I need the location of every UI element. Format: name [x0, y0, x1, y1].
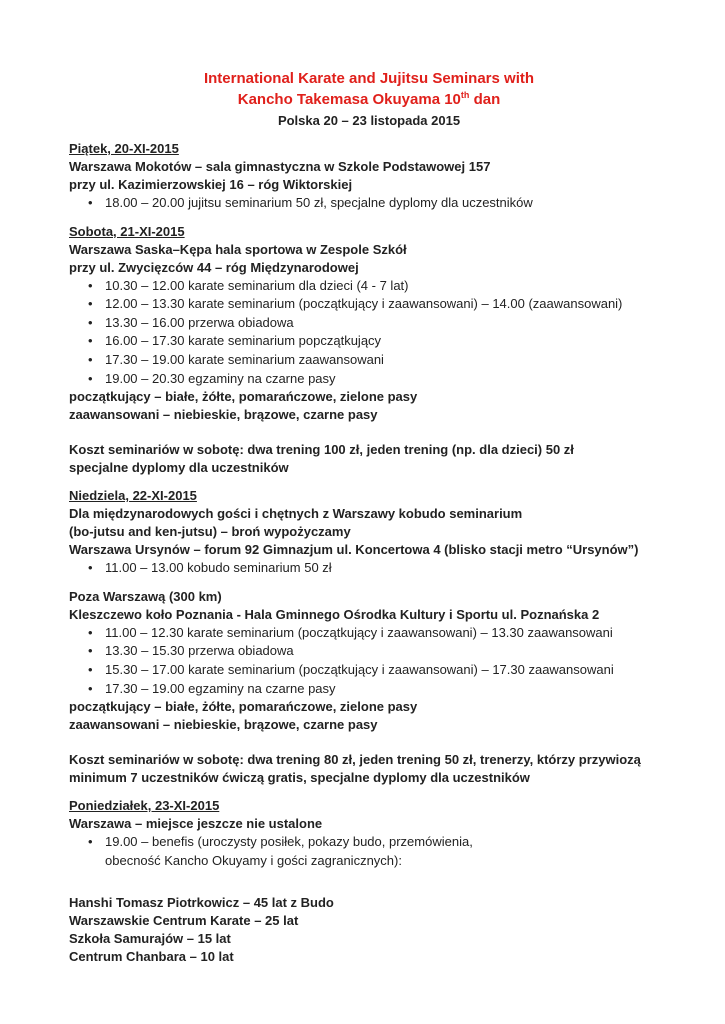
list-item: • 19.00 – 20.30 egzaminy na czarne pasy — [105, 370, 669, 389]
signature-line: Warszawskie Centrum Karate – 25 lat — [69, 913, 299, 929]
saturday-belts-beginners: początkujący – białe, żółte, pomarańczowe, zielone pasy — [69, 389, 418, 405]
monday-venue: Warszawa – miejsce jeszcze nie ustalone — [69, 816, 323, 832]
outside-belts-advanced: zaawansowani – niebieskie, brązowe, czarne pasy — [69, 717, 378, 733]
monday-schedule — [69, 833, 669, 870]
list-item: • 10.30 – 12.00 karate seminarium dla dzieci (4 - 7 lat) — [105, 277, 669, 296]
saturday-venue-2: przy ul. Zwycięzców 44 – róg Międzynarodowej — [69, 259, 359, 275]
title-line-1: International Karate and Jujitsu Seminars with — [203, 70, 535, 87]
outside-schedule — [69, 624, 669, 698]
saturday-date: Sobota, 21-XI-2015 — [69, 223, 185, 239]
friday-venue-2: przy ul. Kazimierzowskiej 16 – róg Wiktorskiej — [69, 177, 353, 192]
friday-date: Piątek, 20-XI-2015 — [69, 141, 179, 156]
title-superscript: th — [460, 90, 470, 100]
signature-line: Szkoła Samurajów – 15 lat — [69, 931, 231, 947]
saturday-schedule — [69, 277, 669, 389]
outside-cost-1: Koszt seminariów w sobotę: dwa trening 80 zł, jeden trening 50 zł, trenerzy, którzy przywiozą — [69, 752, 641, 768]
list-item: • 11.00 – 12.30 karate seminarium (początkujący i zaawansowani) – 13.30 zaawansowani — [105, 624, 669, 643]
signatures — [69, 894, 669, 966]
list-item: • 17.30 – 19.00 egzaminy na czarne pasy — [105, 680, 669, 699]
friday-venue-1: Warszawa Mokotów – sala gimnastyczna w Szkole Podstawowej 157 — [69, 159, 491, 174]
outside-venue: Kleszczewo koło Poznania - Hala Gminnego Ośrodka Kultury i Sportu ul. Poznańska 2 — [69, 606, 600, 622]
list-item: • 13.30 – 15.30 przerwa obiadowa — [105, 642, 669, 661]
list-item: • 12.00 – 13.30 karate seminarium (początkujący i zaawansowani) – 14.00 (zaawansowani) — [105, 295, 669, 314]
sunday-date: Niedziela, 22-XI-2015 — [69, 488, 197, 504]
signature-line: Hanshi Tomasz Piotrkowicz – 45 lat z Budo — [69, 895, 334, 911]
list-item: • 15.30 – 17.00 karate seminarium (początkujący i zaawansowani) – 17.30 zaawansowani — [105, 661, 669, 680]
sunday-line-3: Warszawa Ursynów – forum 92 Gimnazjum ul. Koncertowa 4 (blisko stacji metro “Ursynów”) — [69, 542, 639, 558]
sunday-line-1: Dla międzynarodowych gości i chętnych z Warszawy kobudo seminarium — [69, 506, 523, 522]
title-rank: dan — [469, 91, 501, 108]
list-item: • 18.00 – 20.00 jujitsu seminarium 50 zł, specjalne dyplomy dla uczestników — [105, 194, 669, 213]
list-item: • 16.00 – 17.30 karate seminarium popczątkujący — [105, 332, 669, 351]
document-subtitle: Polska 20 – 23 listopada 2015 — [277, 113, 461, 128]
signature-line: Centrum Chanbara – 10 lat — [69, 949, 234, 965]
sunday-line-2: (bo-jutsu and ken-jutsu) – broń wypożyczamy — [69, 524, 351, 540]
list-item: • 11.00 – 13.00 kobudo seminarium 50 zł — [105, 559, 669, 578]
list-item: • 17.30 – 19.00 karate seminarium zaawansowani — [105, 351, 669, 370]
sunday-schedule — [69, 559, 669, 578]
saturday-belts-advanced: zaawansowani – niebieskie, brązowe, czarne pasy — [69, 407, 378, 423]
monday-date: Poniedziałek, 23-XI-2015 — [69, 798, 220, 814]
outside-belts-beginners: początkujący – białe, żółte, pomarańczowe, zielone pasy — [69, 699, 418, 715]
document-title — [69, 68, 669, 110]
outside-heading: Poza Warszawą (300 km) — [69, 588, 222, 604]
saturday-cost-2: specjalne dyplomy dla uczestników — [69, 460, 289, 476]
list-item: • 13.30 – 16.00 przerwa obiadowa — [105, 314, 669, 333]
monday-item-line-1: 19.00 – benefis (uroczysty posiłek, pokazy budo, przemówienia, — [105, 834, 473, 850]
monday-item-line-2: obecność Kancho Okuyamy i gości zagranicznych): — [105, 852, 402, 868]
title-line-2 — [69, 89, 669, 110]
saturday-cost-1: Koszt seminariów w sobotę: dwa trening 100 zł, jeden trening (np. dla dzieci) 50 zł — [69, 442, 574, 458]
friday-schedule — [69, 194, 669, 213]
list-item — [105, 833, 669, 870]
outside-cost-2: minimum 7 uczestników ćwiczą gratis, specjalne dyplomy dla uczestników — [69, 770, 530, 786]
saturday-venue-1: Warszawa Saska–Kępa hala sportowa w Zespole Szkół — [69, 241, 407, 257]
title-name: Kancho Takemasa Okuyama 10 — [237, 91, 461, 108]
document-page — [69, 68, 669, 966]
